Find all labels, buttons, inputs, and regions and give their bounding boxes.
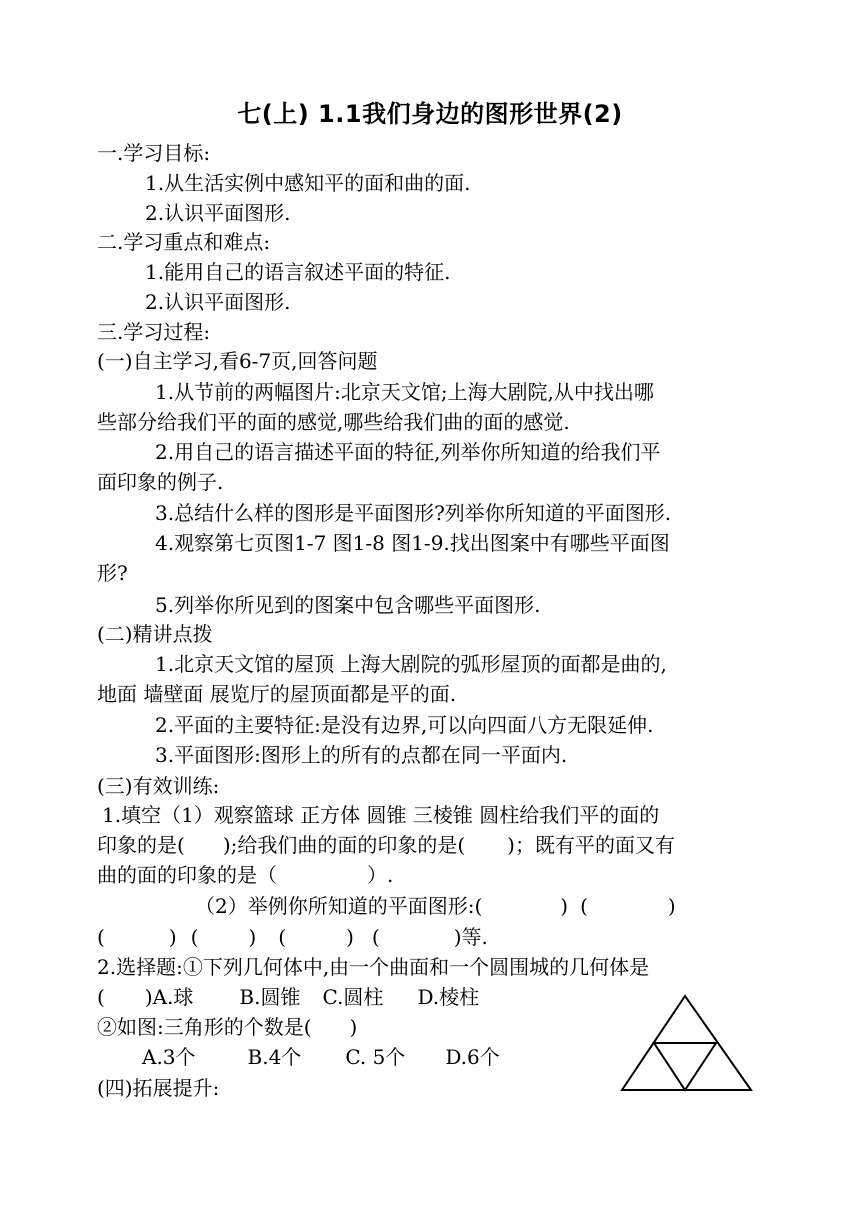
page-title: 七(上) 1.1我们身边的图形世界(2) bbox=[237, 100, 623, 128]
option-b: B.4个 bbox=[247, 1045, 302, 1069]
text-fragment: 印象的是( bbox=[97, 833, 185, 857]
text-fragment: ( bbox=[371, 925, 380, 949]
section-keypoints-heading: 二.学习重点和难点: bbox=[97, 230, 271, 254]
objective-2: 2.认识平面图形. bbox=[145, 201, 291, 225]
text-fragment: ) bbox=[349, 1015, 358, 1039]
text-fragment: ②如图:三角形的个数是( bbox=[97, 1015, 312, 1039]
question-1-line-2: 些部分给我们平的面的感觉,哪些给我们曲的面的感觉. bbox=[97, 410, 570, 434]
section-objectives-heading: 一.学习目标: bbox=[97, 141, 211, 165]
question-2-line-2: 面印象的例子. bbox=[97, 470, 224, 494]
objective-1: 1.从生活实例中感知平的面和曲的面. bbox=[145, 171, 471, 195]
option-d: D.6个 bbox=[445, 1045, 500, 1069]
section-process-heading: 三.学习过程: bbox=[97, 320, 211, 344]
text-fragment: B.圆锥 bbox=[239, 985, 301, 1009]
text-fragment: D.棱柱 bbox=[417, 985, 480, 1009]
question-5: 5.列举你所见到的图案中包含哪些平面图形. bbox=[155, 593, 541, 617]
choice-2-line-1 bbox=[97, 1012, 357, 1042]
text-fragment: （2）举例你所知道的平面图形:( bbox=[195, 894, 483, 918]
text-fragment: ( bbox=[278, 925, 287, 949]
text-fragment: ）. bbox=[367, 863, 394, 887]
choice-1-line-1: 2.选择题:①下列几何体中,由一个曲面和一个圆围城的几何体是 bbox=[97, 955, 650, 979]
text-fragment: ) bbox=[346, 925, 354, 949]
explanation-1-line-1: 1.北京天文馆的屋顶 上海大剧院的弧形屋顶的面都是曲的, bbox=[155, 652, 667, 676]
text-fragment: )；既有平的面又有 bbox=[507, 833, 675, 857]
text-fragment: ) bbox=[168, 925, 177, 949]
keypoint-1: 1.能用自己的语言叙述平面的特征. bbox=[145, 260, 451, 284]
text-fragment: ) bbox=[560, 894, 569, 918]
text-fragment: C.圆柱 bbox=[322, 985, 384, 1009]
question-1-line-1: 1.从节前的两幅图片:北京天文馆;上海大剧院,从中找出哪 bbox=[155, 380, 654, 404]
question-3: 3.总结什么样的图形是平面图形?列举你所知道的平面图形. bbox=[155, 501, 672, 525]
keypoint-2: 2.认识平面图形. bbox=[145, 290, 291, 314]
inner-triangle bbox=[654, 1043, 716, 1090]
text-fragment: ) bbox=[248, 925, 257, 949]
question-4-line-2: 形? bbox=[97, 561, 128, 585]
explanation-2: 2.平面的主要特征:是没有边界,可以向四面八方无限延伸. bbox=[155, 713, 654, 737]
text-fragment: ( bbox=[190, 925, 199, 949]
choice-2-options bbox=[142, 1042, 500, 1072]
text-fragment: )A.球 bbox=[144, 985, 194, 1009]
fill-blank-1-line-3 bbox=[97, 860, 393, 890]
self-study-heading: (一)自主学习,看6-7页,回答问题 bbox=[97, 349, 378, 373]
fill-blank-1-line-1: 1.填空（1）观察篮球 正方体 圆锥 三棱锥 圆柱给我们平的面的 bbox=[102, 803, 660, 827]
explanation-heading: (二)精讲点拨 bbox=[97, 622, 213, 646]
text-fragment: ( bbox=[580, 894, 588, 918]
question-4-line-1: 4.观察第七页图1-7 图1-8 图1-9.找出图案中有哪些平面图 bbox=[155, 531, 670, 555]
extension-heading: (四)拓展提升: bbox=[97, 1076, 220, 1100]
fill-blank-2-line-2 bbox=[97, 922, 488, 952]
text-fragment: ( bbox=[97, 985, 105, 1009]
text-fragment: ( bbox=[97, 925, 105, 949]
fill-blank-2-line-1 bbox=[195, 891, 676, 921]
explanation-1-line-2: 地面 墙壁面 展览厅的屋顶面都是平的面. bbox=[97, 682, 457, 706]
fill-blank-1-line-2 bbox=[97, 830, 675, 860]
choice-1-line-2 bbox=[97, 982, 479, 1012]
text-fragment: 曲的面的印象的是（ bbox=[97, 863, 277, 887]
triangle-figure bbox=[617, 990, 757, 1094]
text-fragment: );给我们曲的面的印象的是( bbox=[222, 833, 466, 857]
text-fragment: ) bbox=[667, 894, 676, 918]
practice-heading: (三)有效训练: bbox=[97, 774, 220, 798]
option-c: C. 5个 bbox=[345, 1045, 406, 1069]
option-a: A.3个 bbox=[142, 1045, 196, 1069]
explanation-3: 3.平面图形:图形上的所有的点都在同一平面内. bbox=[155, 743, 568, 767]
text-fragment: )等. bbox=[453, 925, 488, 949]
question-2-line-1: 2.用自己的语言描述平面的特征,列举你所知道的给我们平 bbox=[155, 440, 661, 464]
